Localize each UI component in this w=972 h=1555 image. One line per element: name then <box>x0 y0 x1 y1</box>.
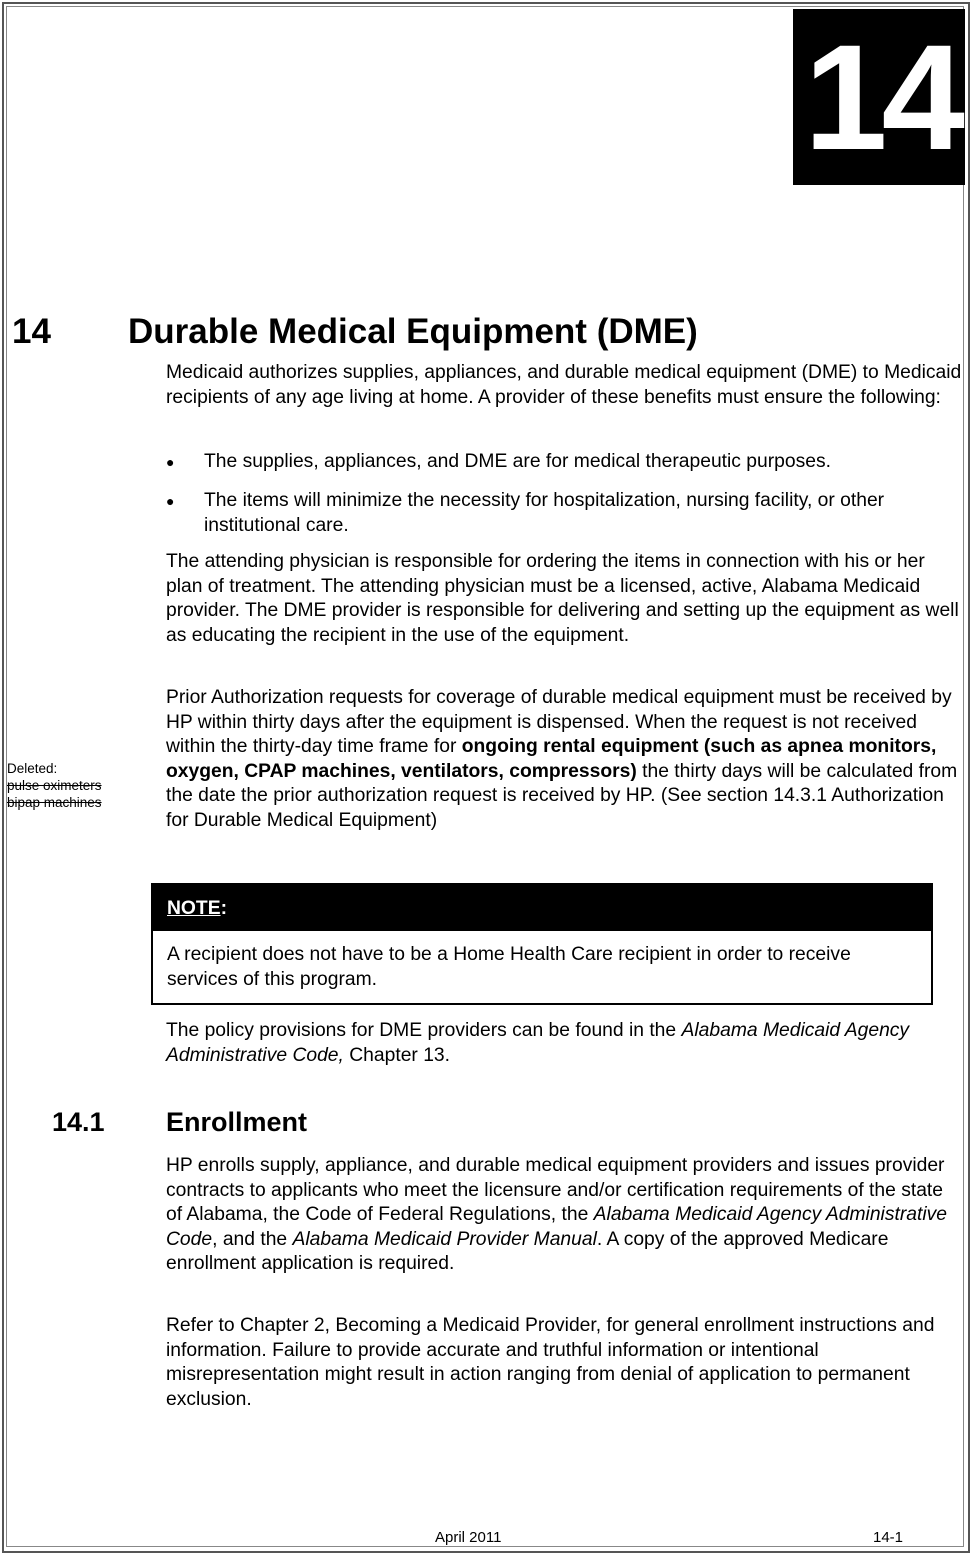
deleted-item: pulse oximeters <box>7 778 102 793</box>
note-label: NOTE <box>167 898 221 919</box>
prior-auth-paragraph <box>166 686 962 834</box>
bullet-item <box>166 489 962 538</box>
intro-paragraph <box>166 361 962 410</box>
note-colon: : <box>220 898 227 919</box>
enroll-italic-1: Alabama Medicaid Agency Administrative Code <box>166 1204 947 1250</box>
chapter-tab: 14 <box>793 9 965 185</box>
bullet-text: The supplies, appliances, and DME are for medical therapeutic purposes. <box>204 451 831 472</box>
enroll-paragraph <box>166 1154 962 1277</box>
section-number: 14.1 <box>52 1107 105 1137</box>
enroll-text-1: HP enrolls supply, appliance, and durable medical equipment providers and issues provider contracts to applicants who meet the licensure and/or certification requirements of the state of Alabama, the Code of Federal Regulations, the <box>166 1155 945 1226</box>
note-header <box>153 885 931 931</box>
policy-paragraph <box>166 1019 962 1068</box>
prior-auth-text-1: Prior Authorization requests for coverage of durable medical equipment must be received by HP within thirty days after the equipment is dispensed. When the request is not received within the thirty-day time frame for <box>166 687 952 758</box>
note-text: A recipient does not have to be a Home Health Care recipient in order to receive services of this program. <box>167 944 851 990</box>
page-title: Durable Medical Equipment (DME) <box>128 312 698 351</box>
footer-page-number: 14-1 <box>873 1529 904 1546</box>
physician-text: The attending physician is responsible for ordering the items in connection with his or her plan of treatment. The attending physician must be a licensed, active, Alabama Medicaid provider. The DME provider is responsible for delivering and setting up the equipment as well as educating the recipient in the use of the equipment. <box>166 551 959 646</box>
prior-auth-bold: ongoing rental equipment (such as apnea monitors, oxygen, CPAP machines, ventilators, compressors) <box>166 736 937 782</box>
enroll-text-3: . A copy of the approved Medicare enrollment application is required. <box>166 1228 889 1275</box>
deleted-item: bipap machines <box>7 795 102 810</box>
bullet-icon: ● <box>166 493 175 509</box>
note-box <box>151 883 933 1005</box>
policy-italic: Alabama Medicaid Agency Administrative Code, <box>166 1020 910 1066</box>
deleted-comment <box>7 760 102 811</box>
bullet-text: The items will minimize the necessity for hospitalization, nursing facility, or other institutional care. <box>204 490 885 536</box>
refer-paragraph <box>166 1314 962 1412</box>
policy-text-1: The policy provisions for DME providers can be found in the <box>166 1020 682 1041</box>
section-title: Enrollment <box>166 1107 308 1137</box>
bullet-item <box>166 450 962 475</box>
prior-auth-text-2: the thirty days will be calculated from the date the prior authorization request is received by HP. (See section 14.3.1 Authorization for Durable Medical Equipment) <box>166 760 958 831</box>
deleted-label: Deleted: <box>7 761 58 776</box>
bullet-icon: ● <box>166 454 175 470</box>
intro-text: Medicaid authorizes supplies, appliances, and durable medical equipment (DME) to Medicaid recipients of any age living at home. A provider of these benefits must ensure the following: <box>166 362 962 408</box>
refer-text: Refer to Chapter 2, Becoming a Medicaid Provider, for general enrollment instructions and information. Failure to provide accurate and truthful information or intentional misrepresentation might result in action ranging from denial of application to permanent exclusion. <box>166 1315 935 1410</box>
enroll-text-2: , and the <box>212 1228 293 1250</box>
heading-number: 14 <box>12 312 51 351</box>
footer-date: April 2011 <box>435 1529 502 1546</box>
enroll-italic-2: Alabama Medicaid Provider Manual <box>292 1228 597 1250</box>
policy-text-2: Chapter 13. <box>343 1044 451 1066</box>
physician-paragraph <box>166 550 962 648</box>
